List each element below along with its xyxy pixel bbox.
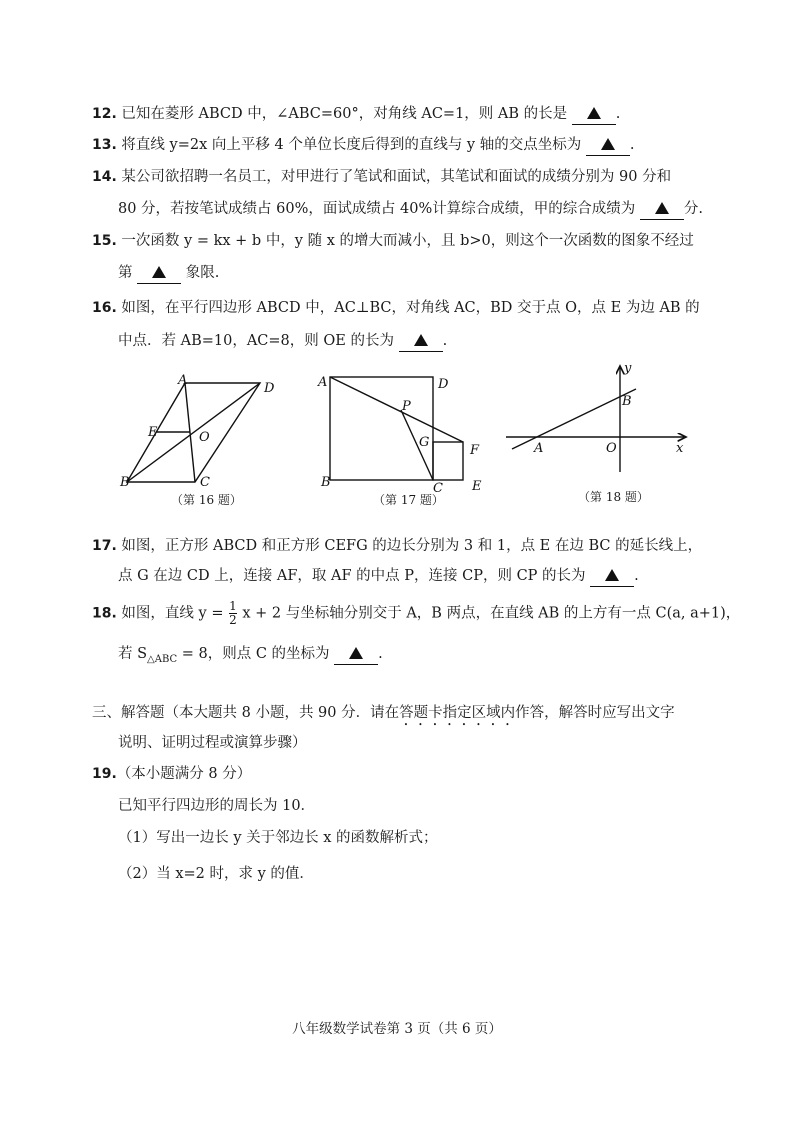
answer-blank [334,644,378,665]
line-ab [512,389,636,449]
question-13: 13. 将直线 y=2x 向上平移 4 个单位长度后得到的直线与 y 轴的交点坐标为 . [92,135,634,156]
answer-blank [586,135,630,156]
label-e: E [472,479,482,493]
section-3-title: 三、解答题（本大题共 8 小题，共 90 分．请在答题卡指定区域内作答，解答时应写出文字 [92,705,675,721]
triangle-icon [605,569,619,581]
question-header: （本小题满分 8 分） [116,766,252,782]
label-o: O [606,441,617,456]
question-text: 某公司欲招聘一名员工，对甲进行了笔试和面试，其笔试和面试的成绩分别为 90 分和 [121,169,672,185]
question-17 [92,536,702,556]
question-16 [92,298,700,318]
question-19 [92,764,251,784]
label-p: P [402,399,411,414]
label-b: B [120,475,130,490]
question-14-line2: 80 分，若按笔试成绩占 60%，面试成绩占 40%计算综合成绩，甲的综合成绩为 分. [118,199,703,220]
label-e: E [148,425,158,440]
label-a: A [318,375,328,390]
figure-17-caption: （第 17 题） [373,493,444,507]
figure-18-caption: （第 18 题） [578,490,649,504]
question-19-part2: （2）当 x=2 时，求 y 的值． [118,866,314,882]
triangle-icon [152,266,166,278]
question-16-line2: 中点．若 AB=10，AC=8，则 OE 的长为 . [118,331,447,352]
question-15-line2: 第 象限. [118,263,219,284]
triangle-icon [414,334,428,346]
triangle-icon [587,107,601,119]
label-c: C [200,475,210,490]
question-number: 17. [92,538,117,554]
question-number: 13. [92,137,117,153]
question-19-text: 已知平行四边形的周长为 10． [118,798,316,814]
square-cefg [433,442,463,480]
question-15 [92,231,694,251]
question-text: 已知在菱形 ABCD 中，∠ABC=60°，对角线 AC=1，则 AB 的长是 [121,106,568,122]
label-a: A [534,441,544,456]
label-f: F [470,443,480,458]
answer-blank [399,331,443,352]
page-footer: 八年级数学试卷第 3 页（共 6 页） [292,1021,502,1037]
label-b: B [622,394,632,409]
question-number: 12. [92,106,117,122]
question-12: 12. 已知在菱形 ABCD 中，∠ABC=60°，对角线 AC=1，则 AB 的长是 . [92,104,620,125]
label-d: D [438,377,449,392]
answer-blank [572,104,616,125]
figure-18 [500,360,695,490]
question-14 [92,167,671,187]
question-text: 如图，正方形 ABCD 和正方形 CEFG 的边长分别为 3 和 1，点 E 在边 BC 的延长线上， [121,538,703,554]
fraction-one-half: $\frac{1}{2}$ [229,599,237,627]
question-number: 14. [92,169,117,185]
label-b: B [321,475,331,490]
axis-label-y: y [624,361,632,376]
question-number: 16. [92,300,117,316]
answer-blank [137,263,181,284]
label-d: D [264,381,275,396]
question-18-line2: 若 $S_{\triangle ABC} = 8$，则点 C 的坐标为 . [118,646,383,665]
triangle-icon [601,138,615,150]
triangle-icon [349,647,363,659]
square-abcd [330,377,433,480]
question-text: 如图，在平行四边形 ABCD 中，AC⊥BC，对角线 AC，BD 交于点 O，点 E 为边 AB 的 [121,300,700,316]
question-17-line2: 点 G 在边 CD 上，连接 AF，取 AF 的中点 P，连接 CP，则 CP 的长为 . [118,566,639,587]
question-text: 中点．若 AB=10，AC=8，则 OE 的长为 [118,333,394,349]
answer-blank [590,566,634,587]
question-18: 18. 如图，直线 y = $\frac{1}{2}$ x + 2 与坐标轴分别交于 A，B 两点，在直线 AB 的上方有一点 C(a, a+1)， [92,599,741,627]
question-number: 19. [92,766,117,782]
question-text: 80 分，若按笔试成绩占 60%，面试成绩占 40%计算综合成绩，甲的综合成绩为 [118,201,636,217]
question-19-part1: （1）写出一边长 y 关于邻边长 x 的函数解析式； [118,830,438,846]
label-o: O [199,430,210,445]
label-a: A [178,373,188,388]
figure-16 [115,372,290,490]
question-text: 一次函数 y = kx + b 中，y 随 x 的增大而减小，且 b>0，则这个一次函数的图象不经过 [121,233,694,249]
figure-16-caption: （第 16 题） [171,493,242,507]
question-number: 18. [92,605,117,622]
triangle-icon [655,202,669,214]
axis-label-x: x [676,441,684,456]
label-c: C [433,481,443,493]
figure-17 [312,368,492,493]
label-g: G [419,435,430,450]
section-3-title-line2: 说明、证明过程或演算步骤） [118,735,307,751]
question-number: 15. [92,233,117,249]
question-text: 将直线 y=2x 向上平移 4 个单位长度后得到的直线与 y 轴的交点坐标为 [121,137,582,153]
answer-blank [640,199,684,220]
question-text: 点 G 在边 CD 上，连接 AF，取 AF 的中点 P，连接 CP，则 CP 的长为 [118,568,586,584]
